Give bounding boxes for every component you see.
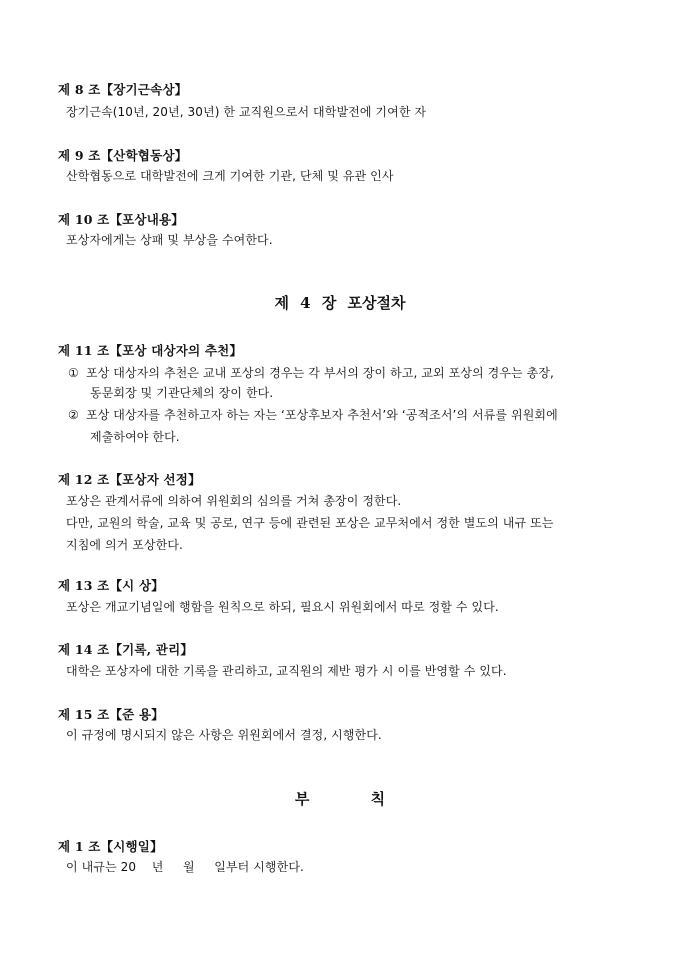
article-14-heading: 제 14 조【기록, 관리】	[58, 642, 194, 657]
item-marker: ②	[68, 408, 79, 422]
article-12-heading: 제 12 조【포상자 선정】	[58, 472, 201, 487]
article-9-text: 산학협동으로 대학발전에 크게 기여한 기관, 단체 및 유관 인사	[66, 169, 394, 183]
article-12-line-1: 포상은 관계서류에 의하여 위원회의 심의를 거쳐 총장이 정한다.	[66, 494, 402, 508]
article-12-line-3: 지침에 의거 포상한다.	[66, 538, 183, 552]
article-15-text: 이 규정에 명시되지 않은 사항은 위원회에서 결정, 시행한다.	[66, 728, 382, 742]
article-11-item-1	[68, 364, 554, 381]
article-8-heading: 제 8 조【장기근속상】	[58, 82, 188, 97]
article-13-text: 포상은 개교기념일에 행함을 원칙으로 하되, 필요시 위원회에서 따로 정할 수 있다.	[66, 600, 499, 614]
supplementary-title: 부 칙	[294, 790, 414, 808]
article-15-heading: 제 15 조【준 용】	[58, 707, 164, 722]
supplementary-article-1-heading: 제 1 조【시행일】	[58, 839, 163, 854]
article-11-item-2-text: 포상 대상자를 추천하고자 하는 자는 ‘포상후보자 추천서’와 ‘공적조서’의 서류를 위원회에	[86, 408, 558, 422]
article-11-heading: 제 11 조【포상 대상자의 추천】	[58, 343, 243, 358]
article-10-text: 포상자에게는 상패 및 부상을 수여한다.	[66, 233, 273, 247]
article-13-heading: 제 13 조【시 상】	[58, 578, 164, 593]
article-14-text: 대학은 포상자에 대한 기록을 관리하고, 교직원의 제반 평가 시 이를 반영할 수 있다.	[66, 664, 507, 678]
article-11-item-1-cont: 동문회장 및 기관단체의 장이 한다.	[90, 386, 274, 400]
article-12-line-2: 다만, 교원의 학술, 교육 및 공로, 연구 등에 관련된 포상은 교무처에서 정한 별도의 내규 또는	[66, 516, 554, 530]
article-11-item-2-cont: 제출하여야 한다.	[90, 430, 180, 444]
article-10-heading: 제 10 조【포상내용】	[58, 212, 184, 227]
article-11-item-1-text: 포상 대상자의 추천은 교내 포상의 경우는 각 부서의 장이 하고, 교외 포상의 경우는 총장,	[86, 366, 554, 380]
article-9-heading: 제 9 조【산학협동상】	[58, 148, 188, 163]
article-11-item-2	[68, 406, 558, 423]
article-8-text: 장기근속(10년, 20년, 30년) 한 교직원으로서 대학발전에 기여한 자	[66, 105, 427, 119]
item-marker: ①	[68, 366, 79, 380]
supplementary-article-1-text: 이 내규는 20 년 월 일부터 시행한다.	[66, 860, 304, 874]
chapter-title: 제 4 장 포상절차	[274, 294, 406, 312]
